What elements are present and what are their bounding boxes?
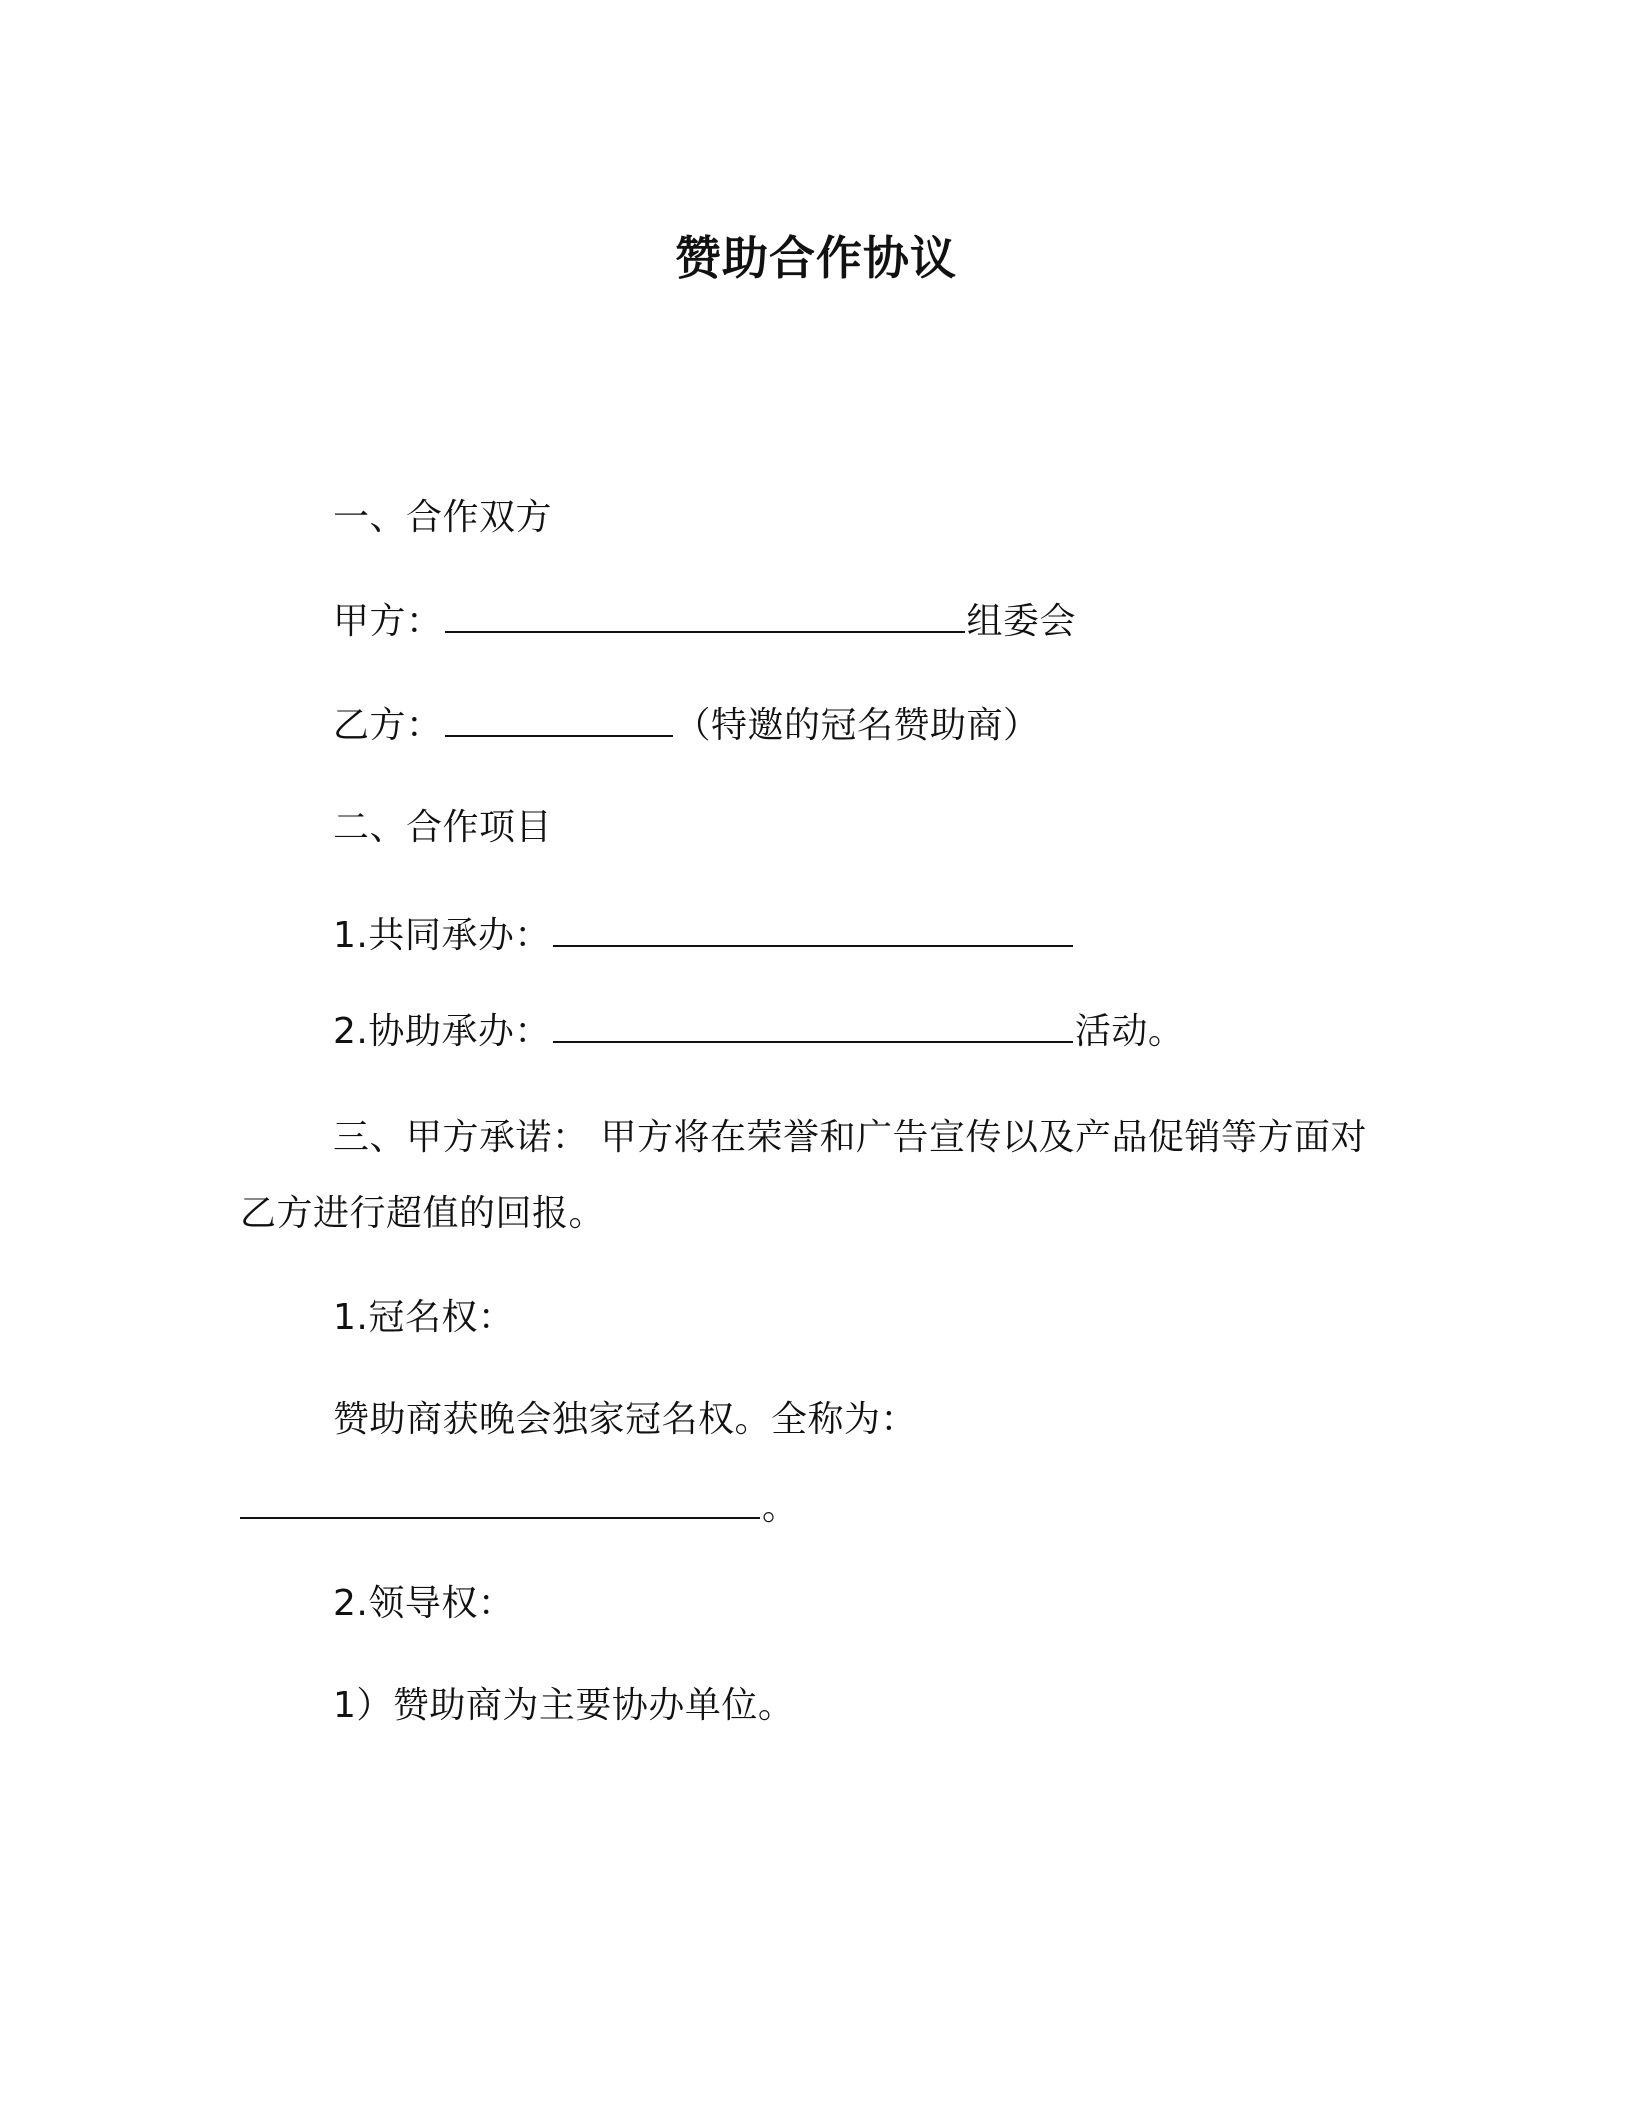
naming-rights-text: 赞助商获晚会独家冠名权。全称为： xyxy=(333,1399,918,1440)
party-b-blank xyxy=(445,705,673,737)
party-a-line xyxy=(333,598,1076,646)
naming-fullname-line xyxy=(240,1484,799,1532)
leadership-item-1: 1）赞助商为主要协办单位。 xyxy=(333,1685,795,1726)
naming-rights-heading: 1.冠名权： xyxy=(333,1297,515,1338)
party-b-suffix: （特邀的冠名赞助商） xyxy=(674,705,1040,746)
assist-host-suffix: 活动。 xyxy=(1074,1011,1185,1052)
document-title: 赞助合作协议 xyxy=(675,231,957,285)
party-b-label: 乙方： xyxy=(333,705,443,746)
party-a-blank xyxy=(445,601,965,633)
co-host-line xyxy=(333,912,1075,960)
assist-host-line xyxy=(333,1008,1184,1056)
naming-fullname-end: 。 xyxy=(762,1487,799,1528)
naming-fullname-blank xyxy=(240,1487,760,1519)
assist-host-label: 2.协助承办： xyxy=(333,1011,551,1052)
co-host-blank xyxy=(553,915,1073,947)
commitment-para-line2: 乙方进行超值的回报。 xyxy=(240,1193,606,1234)
party-a-label: 甲方： xyxy=(333,601,443,642)
party-a-suffix: 组委会 xyxy=(966,601,1077,642)
leadership-heading: 2.领导权： xyxy=(333,1583,515,1624)
co-host-label: 1.共同承办： xyxy=(333,915,551,956)
assist-host-blank xyxy=(553,1011,1073,1043)
party-b-line xyxy=(333,702,1040,750)
commitment-para-line1: 三、甲方承诺： 甲方将在荣誉和广告宣传以及产品促销等方面对 xyxy=(333,1117,1367,1158)
section1-heading: 一、合作双方 xyxy=(333,497,553,538)
section2-heading: 二、合作项目 xyxy=(333,807,553,848)
